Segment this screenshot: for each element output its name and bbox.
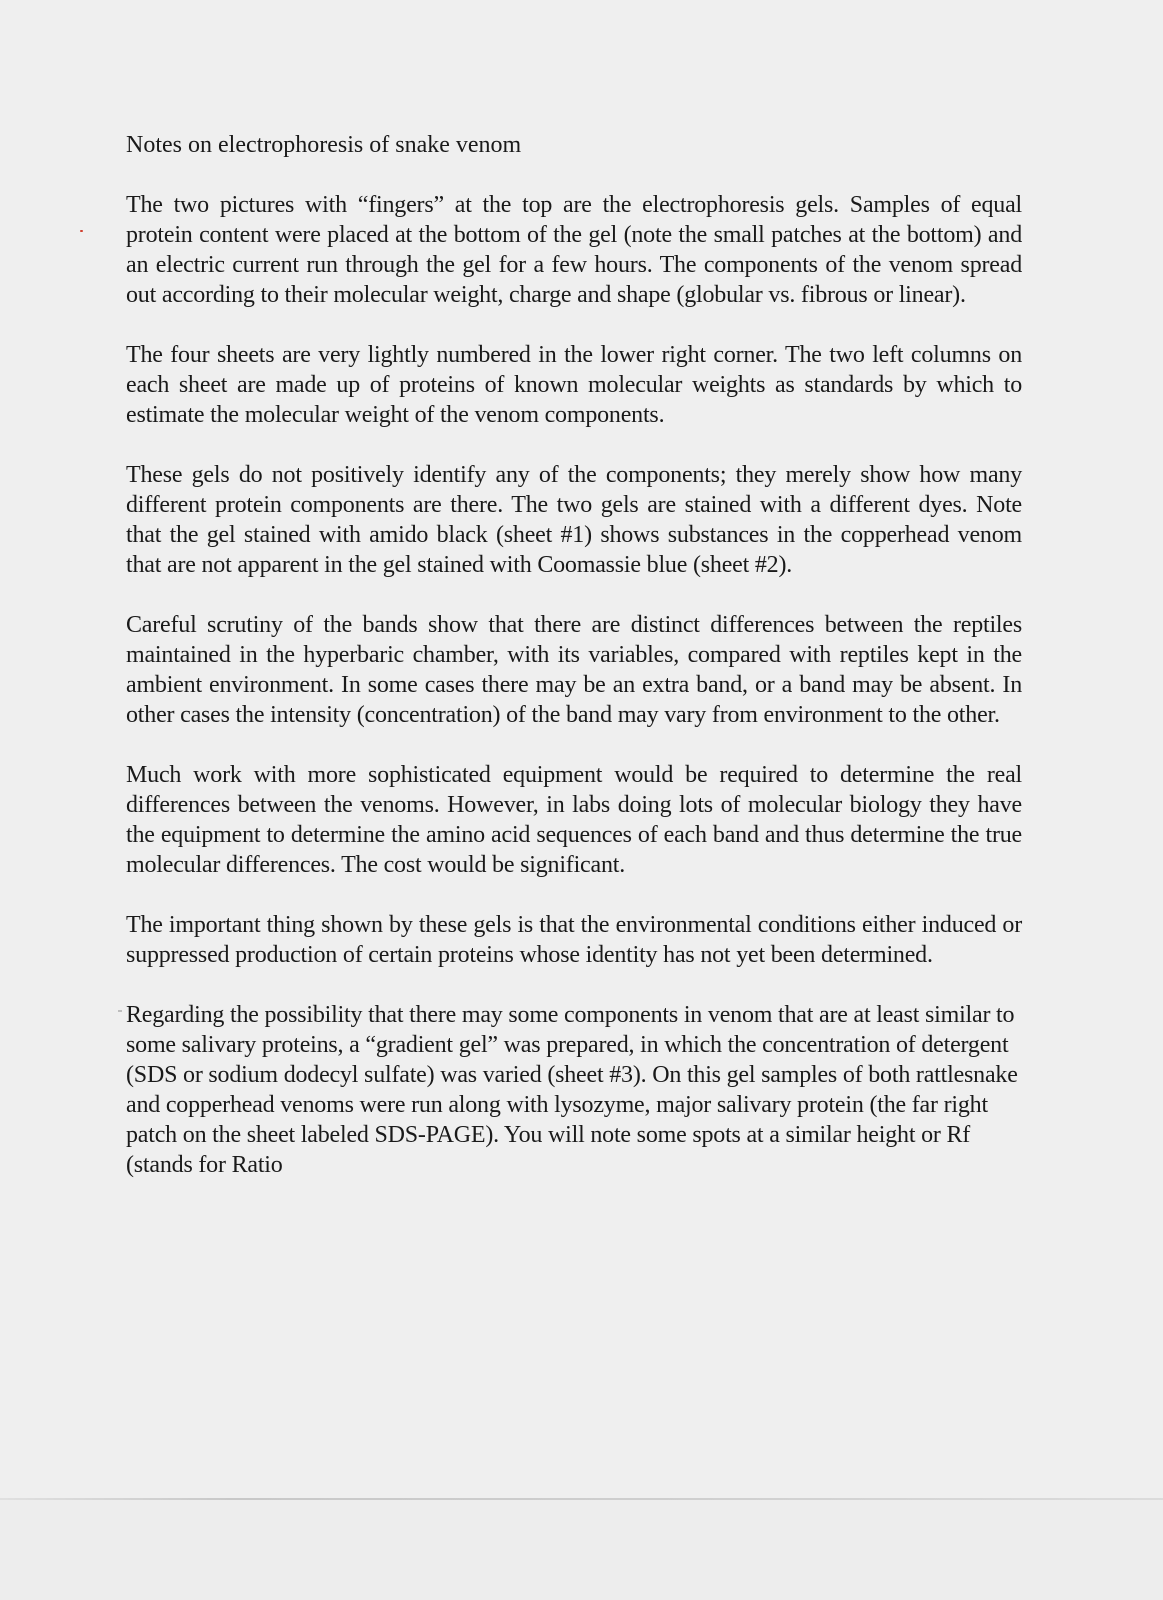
paragraph-7: Regarding the possibility that there may some components in venom that are at least similar to some salivary proteins, a “gradient gel” was prepared, in which the concentration of detergent (SDS or sodium dodecyl sulfate) was varied (sheet #3). On this gel samples of both rattlesnake and copperhead venoms were run along with lysozyme, major salivary protein (the far right patch on the sheet labeled SDS-PAGE). You will note some spots at a similar height or Rf (stands for Ratio xyxy=(126,1002,1018,1178)
paragraph-1: The two pictures with “fingers” at the top are the electrophoresis gels. Samples of equal protein content were placed at the bottom of the gel (note the small patches at the bottom) and an electric current run through the gel for a few hours. The components of the venom spread out according to their molecular weight, charge and shape (globular vs. fibrous or linear). xyxy=(126,192,1022,308)
red-speck-mark xyxy=(80,230,83,232)
paragraph-6: The important thing shown by these gels is that the environmental conditions either induced or suppressed production of certain proteins whose identity has not yet been determined. xyxy=(126,912,1022,968)
document-body xyxy=(126,190,1022,1210)
document-title: Notes on electrophoresis of snake venom xyxy=(126,132,522,158)
paragraph-3: These gels do not positively identify any of the components; they merely show how many different protein components are there. The two gels are stained with a different dyes. Note that the gel stained with amido black (sheet #1) shows substances in the copperhead venom that are not apparent in the gel stained with Coomassie blue (sheet #2). xyxy=(126,462,1022,578)
paragraph-2: The four sheets are very lightly numbered in the lower right corner. The two left columns on each sheet are made up of proteins of known molecular weights as standards by which to estimate the molecular weight of the venom components. xyxy=(126,342,1022,428)
paragraph-5: Much work with more sophisticated equipment would be required to determine the real differences between the venoms. However, in labs doing lots of molecular biology they have the equipment to determine the amino acid sequences of each band and thus determine the true molecular differences. The cost would be significant. xyxy=(126,762,1022,878)
paragraph-4: Careful scrutiny of the bands show that there are distinct differences between the reptiles maintained in the hyperbaric chamber, with its variables, compared with reptiles kept in the ambient environment. In some cases there may be an extra band, or a band may be absent. In other cases the intensity (concentration) of the band may vary from environment to the other. xyxy=(126,612,1022,728)
scan-bottom-margin xyxy=(0,1500,1163,1600)
gray-speck-mark xyxy=(118,1010,122,1012)
